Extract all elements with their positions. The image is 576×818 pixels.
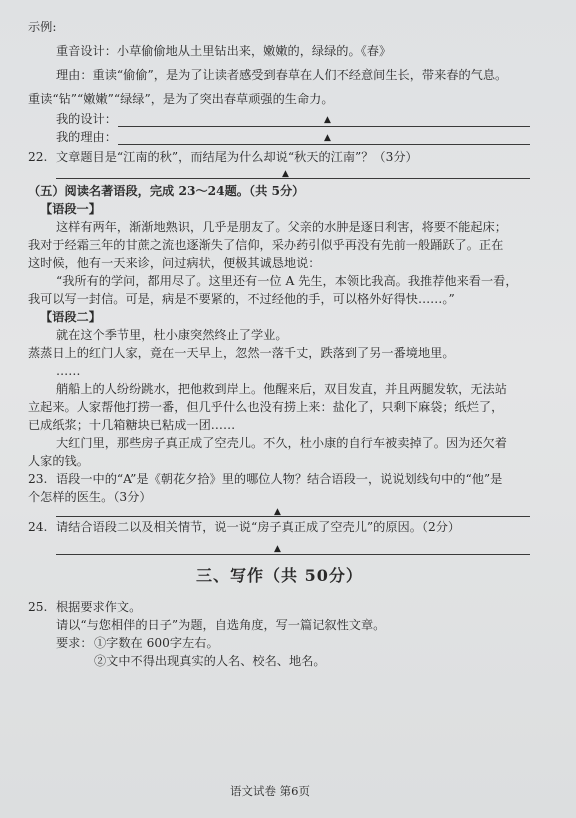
requirements-label: 要求：	[56, 636, 93, 650]
q23-line-1: 语段一中的“A”是《朝花夕拾》里的哪位人物？结合语段一，说说划线句中的“他”是	[56, 472, 503, 486]
passage2-line: ……	[56, 364, 81, 378]
passage1-line: 这时候，他有一天来诊，问过病状，便极其诚恳地说：	[28, 256, 321, 270]
example-reason-1: 理由：重读“偷偷”，是为了让读者感受到春草在人们不经意间生长，带来春的气息。	[56, 68, 508, 82]
passage2-label: 【语段二】	[40, 310, 101, 324]
example-reason-2: 重读“钻”“嫩嫩”“绿绿”，是为了突出春草顽强的生命力。	[28, 92, 334, 106]
passage1-line: 我对于经霜三年的甘蔗之流也逐渐失了信仰，采办药引似乎再没有先前一般踊跃了。正在	[28, 238, 504, 252]
passage2-line: 人家的钱。	[28, 454, 89, 468]
answer-marker: ▲	[274, 507, 281, 517]
section5-heading: （五）阅读名著语段，完成 23～24题。（共 5分）	[28, 184, 305, 198]
q23-number: 23.	[28, 472, 48, 486]
q22-text: 文章题目是“江南的秋”，而结尾为什么却说“秋天的江南”？（3分）	[56, 150, 418, 164]
passage1-line: 这样有两年，渐渐地熟识，几乎是朋友了。父亲的水肿是逐日利害，将要不能起床；	[56, 220, 507, 234]
answer-marker: ▲	[282, 169, 289, 179]
q25-instruction: 根据要求作文。	[56, 600, 142, 614]
example-label: 示例:	[28, 20, 57, 34]
passage2-line: 就在这个季节里，杜小康突然终止了学业。	[56, 328, 288, 342]
answer-marker: ▲	[324, 133, 331, 143]
requirement-1: ①字数在 600字左右。	[94, 636, 219, 650]
q23-line-2: 个怎样的医生。（3分）	[28, 490, 152, 504]
q24-text: 请结合语段二以及相关情节，说一说“房子真正成了空壳儿”的原因。（2分）	[56, 520, 461, 534]
q25-number: 25.	[28, 600, 48, 614]
passage1-label: 【语段一】	[40, 202, 101, 216]
my-design-label: 我的设计：	[56, 112, 117, 126]
q24-answer-line[interactable]	[56, 554, 530, 555]
passage2-line: 立起来。人家帮他打捞一番，但几乎什么也没有捞上来：盐化了，只剩下麻袋；纸烂了，	[28, 400, 504, 414]
passage2-line: 大红门里，那些房子真正成了空壳儿。不久，杜小康的自行车被卖掉了。因为还欠着	[56, 436, 507, 450]
requirement-2: ②文中不得出现真实的人名、校名、地名。	[94, 654, 326, 668]
example-design: 重音设计：小草偷偷地从土里钻出来，嫩嫩的，绿绿的。《春》	[56, 44, 392, 58]
q22-answer-line[interactable]	[56, 178, 530, 179]
answer-marker: ▲	[274, 544, 281, 554]
passage2-line: 已成纸浆；十几箱糖块已粘成一团……	[28, 418, 236, 432]
answer-marker: ▲	[324, 115, 331, 125]
writing-section-title: 三、写作（共 50分）	[196, 566, 363, 585]
passage1-line: 我可以写一封信。可是，病是不要紧的，不过经他的手，可以格外好得快……。”	[28, 292, 455, 306]
my-reason-answer-line[interactable]	[118, 144, 530, 145]
my-reason-label: 我的理由：	[56, 130, 117, 144]
my-design-answer-line[interactable]	[118, 126, 530, 127]
q24-number: 24.	[28, 520, 48, 534]
passage2-line: 蒸蒸日上的红门人家，竟在一天早上，忽然一落千丈，跌落到了另一番境地里。	[28, 346, 455, 360]
q22-number: 22.	[28, 150, 48, 164]
q23-answer-line[interactable]	[56, 516, 530, 517]
q25-prompt: 请以“与您相伴的日子”为题，自选角度，写一篇记叙性文章。	[56, 618, 386, 632]
passage1-line: “我所有的学问，都用尽了。这里还有一位 A 先生，本领比我高。我推荐他来看一看，	[56, 274, 518, 288]
passage2-line: 艄船上的人纷纷跳水，把他救到岸上。他醒来后，双目发直，并且两腿发软，无法站	[56, 382, 507, 396]
page-footer: 语文试卷 第6页	[230, 784, 310, 798]
